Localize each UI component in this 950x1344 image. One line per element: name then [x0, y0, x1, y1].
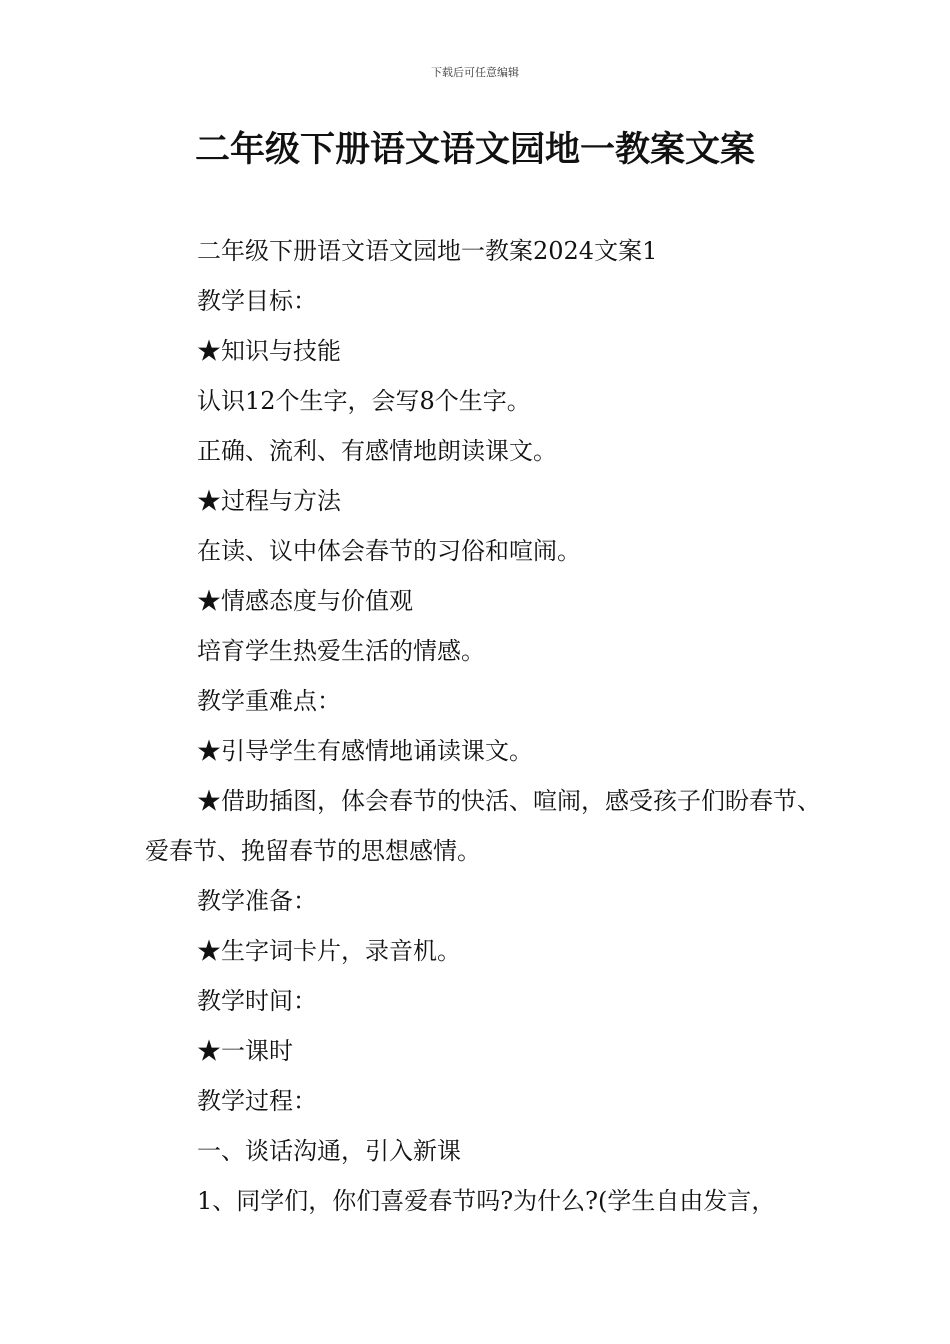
- paragraph-love-life: 培育学生热爱生活的情感。: [197, 637, 485, 665]
- paragraph-teaching-goals: 教学目标：: [197, 287, 317, 315]
- paragraph-knowledge-skills: ★知识与技能: [197, 337, 341, 365]
- paragraph-characters: 认识12个生字，会写8个生字。: [197, 387, 531, 415]
- paragraph-teaching-process: 教学过程：: [197, 1087, 317, 1115]
- paragraph-lesson-heading: 二年级下册语文语文园地一教案2024文案1: [197, 237, 658, 265]
- header-note: 下载后可任意编辑: [431, 66, 519, 79]
- paragraph-process-method: ★过程与方法: [197, 487, 341, 515]
- paragraph-cards-recorder: ★生字词卡片，录音机。: [197, 937, 461, 965]
- paragraph-guide-reading: ★引导学生有感情地诵读课文。: [197, 737, 533, 765]
- paragraph-preparation: 教学准备：: [197, 887, 317, 915]
- paragraph-customs: 在读、议中体会春节的习俗和喧闹。: [197, 537, 581, 565]
- paragraph-attitude-values: ★情感态度与价值观: [197, 587, 413, 615]
- paragraph-reading: 正确、流利、有感情地朗读课文。: [197, 437, 557, 465]
- paragraph-one-lesson: ★一课时: [197, 1037, 293, 1065]
- document-body: [145, 226, 835, 1226]
- paragraph-question: 1、同学们，你们喜爱春节吗?为什么?(学生自由发言，: [197, 1187, 776, 1215]
- paragraph-illustrations: ★借助插图，体会春节的快活、喧闹，感受孩子们盼春节、爱春节、挽留春节的思想感情。: [145, 787, 821, 865]
- paragraph-teaching-time: 教学时间：: [197, 987, 317, 1015]
- paragraph-step-one: 一、谈话沟通，引入新课: [197, 1137, 461, 1165]
- paragraph-key-difficulties: 教学重难点：: [197, 687, 341, 715]
- document-title: 二年级下册语文语文园地一教案文案: [194, 130, 755, 170]
